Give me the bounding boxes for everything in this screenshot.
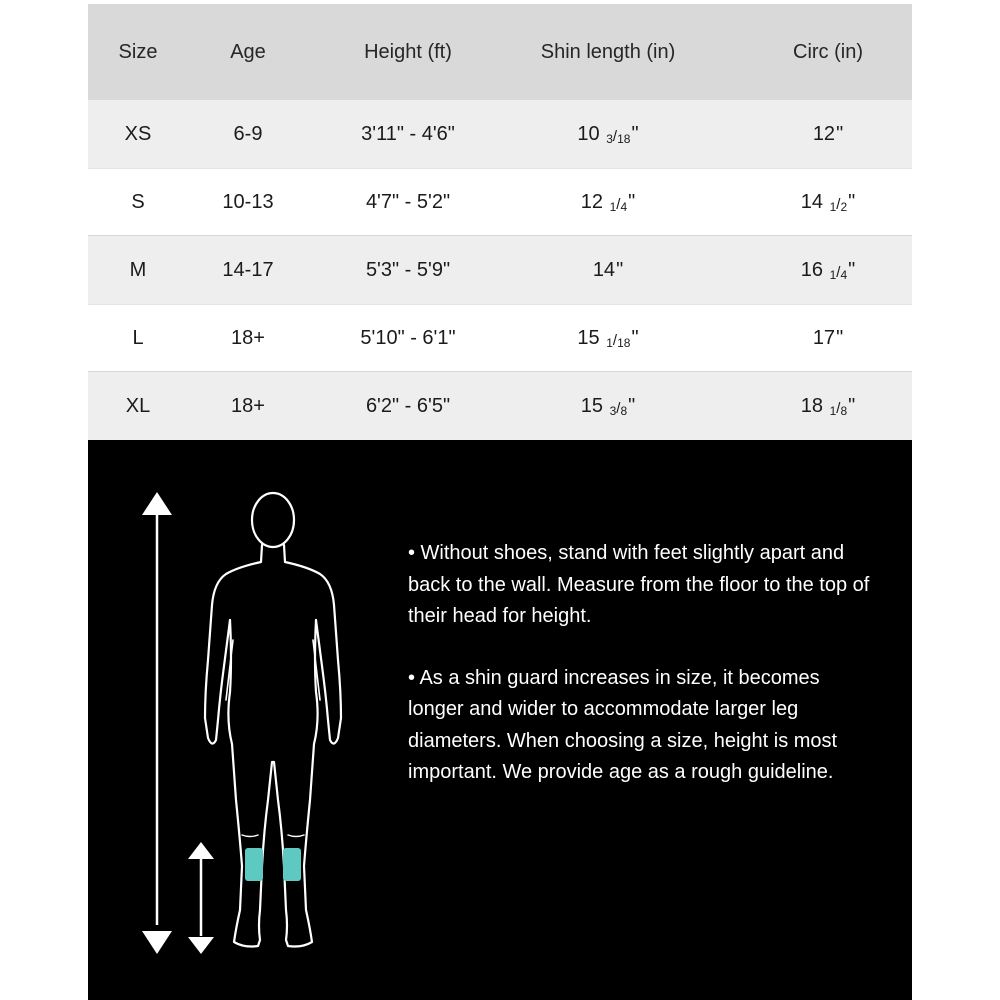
cell-height: 6'2" - 6'5"	[365, 394, 451, 417]
whole-number: 15	[580, 394, 604, 417]
cell-age: 6-9	[233, 122, 263, 145]
size-chart-sheet	[88, 4, 912, 1000]
header-shin-length: Shin length (in)	[540, 40, 676, 63]
measurement-figure	[108, 470, 388, 970]
header-height: Height (ft)	[364, 40, 452, 63]
fraction-denominator: 4	[620, 199, 628, 214]
table-row	[88, 100, 912, 168]
cell-shin-length-value: 14"	[592, 258, 624, 281]
cell-shin-length	[508, 236, 708, 304]
whole-number: 10	[577, 122, 600, 145]
cell-height: 5'10" - 6'1"	[360, 326, 456, 349]
cell-shin-length-value: 15 $_1$/18"	[577, 326, 639, 350]
whole-number: 15	[577, 326, 600, 349]
measurement-panel	[88, 440, 912, 1000]
cell-circ-value: 18 $_1$/8"	[800, 394, 856, 418]
cell-shin-length	[508, 100, 708, 168]
header-size: Size	[118, 40, 158, 63]
fraction-denominator: 8	[840, 403, 848, 418]
cell-shin-length	[508, 372, 708, 440]
header-age: Age	[230, 40, 266, 63]
fraction-numerator: 3	[606, 131, 613, 146]
cell-circ	[748, 372, 908, 440]
table-row	[88, 168, 912, 236]
shin-guard-icon	[245, 848, 301, 881]
fraction-numerator: 1	[829, 403, 837, 418]
cell-size: XL	[125, 394, 151, 417]
figure-svg	[108, 470, 388, 970]
header-circ: Circ (in)	[793, 40, 863, 63]
cell-circ	[748, 236, 908, 304]
cell-circ-value: 17"	[812, 326, 844, 349]
cell-shin-length	[508, 169, 708, 235]
cell-shin-length-value: 15 $_3$/8"	[580, 394, 636, 418]
table-row	[88, 304, 912, 372]
cell-shin-length-value: 10 $_3$/18"	[577, 122, 639, 146]
cell-circ-value: 14 $_1$/2"	[800, 190, 856, 214]
instructions-text	[408, 538, 878, 819]
fraction-numerator: 3	[609, 403, 617, 418]
table-row	[88, 236, 912, 304]
cell-height: 5'3" - 5'9"	[365, 258, 451, 281]
human-figure-icon	[205, 493, 341, 947]
cell-circ-value: 16 $_1$/4"	[800, 258, 856, 282]
cell-circ-value: 12"	[812, 122, 844, 145]
whole-number: 14	[592, 258, 616, 281]
cell-age: 10-13	[222, 190, 274, 213]
whole-number: 12	[812, 122, 836, 145]
fraction-denominator: 18	[617, 335, 631, 350]
whole-number: 14	[800, 190, 824, 213]
fraction-numerator: 1	[829, 199, 837, 214]
cell-size: S	[131, 190, 145, 213]
shin-arrow-icon	[188, 842, 214, 954]
cell-size: L	[132, 326, 144, 349]
table-header-row	[88, 4, 912, 100]
whole-number: 17	[812, 326, 836, 349]
instruction-paragraph-1: • Without shoes, stand with feet slightly apart and back to the wall. Measure from the floor to the top of their head for height.	[408, 542, 870, 627]
cell-circ	[748, 305, 908, 371]
fraction-denominator: 4	[840, 267, 848, 282]
cell-shin-length	[508, 305, 708, 371]
cell-size: M	[129, 258, 147, 281]
whole-number: 12	[580, 190, 604, 213]
cell-circ	[748, 100, 908, 168]
cell-age: 18+	[231, 394, 265, 417]
cell-age: 14-17	[222, 258, 274, 281]
fraction-numerator: 1	[606, 335, 613, 350]
cell-shin-length-value: 12 $_1$/4"	[580, 190, 636, 214]
cell-height: 4'7" - 5'2"	[365, 190, 451, 213]
fraction-denominator: 18	[617, 131, 631, 146]
fraction-numerator: 1	[829, 267, 837, 282]
whole-number: 16	[800, 258, 824, 281]
height-arrow-icon	[142, 492, 172, 954]
instruction-paragraph-2: • As a shin guard increases in size, it becomes longer and wider to accommodate larger leg diameters. When choosing a size, height is most important. We provide age as a rough guideline.	[408, 666, 838, 783]
cell-age: 18+	[231, 326, 265, 349]
fraction-denominator: 8	[620, 403, 628, 418]
whole-number: 18	[800, 394, 824, 417]
fraction-numerator: 1	[609, 199, 617, 214]
cell-circ	[748, 169, 908, 235]
cell-size: XS	[124, 122, 152, 145]
table-row	[88, 372, 912, 440]
cell-height: 3'11" - 4'6"	[361, 122, 455, 145]
fraction-denominator: 2	[840, 199, 848, 214]
